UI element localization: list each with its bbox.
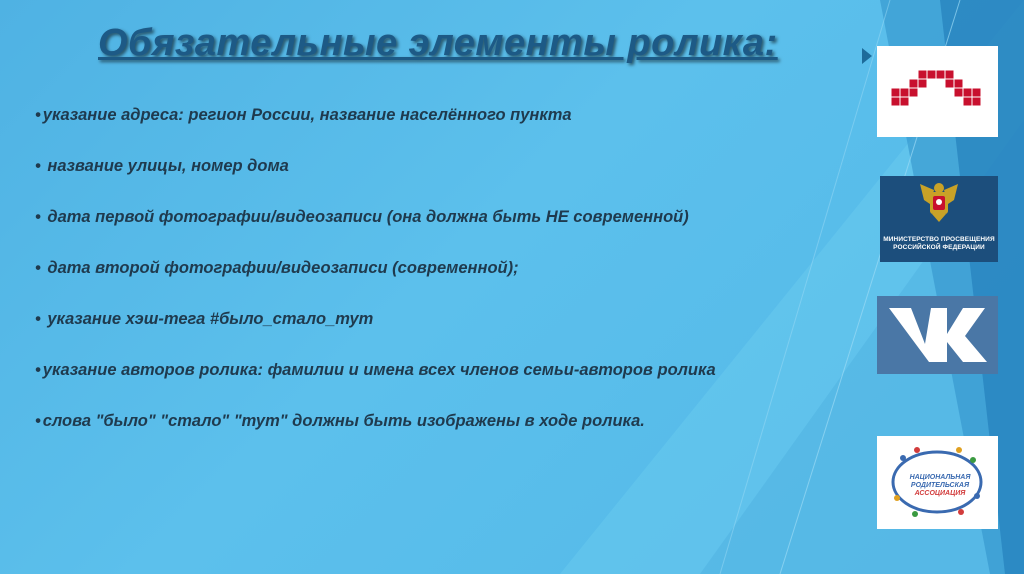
bullet-marker: • — [35, 157, 41, 175]
bullet-marker: • — [35, 106, 41, 124]
vk-logo-icon — [877, 296, 998, 374]
list-item — [35, 410, 825, 461]
bullet-marker: • — [35, 208, 41, 226]
list-item — [35, 104, 825, 155]
list-item — [35, 359, 825, 410]
association-logo-line: АССОЦИАЦИЯ — [914, 490, 966, 497]
ministry-logo-line: МИНИСТЕРСТВО ПРОСВЕЩЕНИЯ — [883, 236, 995, 243]
association-logo-line: НАЦИОНАЛЬНАЯ — [909, 474, 971, 481]
bullet-marker: • — [35, 259, 41, 277]
association-logo-line: РОДИТЕЛЬСКАЯ — [910, 482, 970, 489]
eagle-emblem-icon — [880, 176, 998, 236]
vk-logo — [877, 296, 998, 374]
list-item — [35, 155, 825, 206]
association-logo-text — [907, 474, 973, 498]
list-item-text: название улицы, номер дома — [42, 157, 289, 175]
list-item — [35, 308, 825, 359]
list-item-text: дата первой фотографии/видеозаписи (она должна быть НЕ современной) — [42, 208, 689, 226]
association-logo — [877, 436, 998, 529]
list-item — [35, 257, 825, 308]
requirements-list — [35, 104, 825, 461]
bullet-marker: • — [35, 412, 41, 430]
slide-title: Обязательные элементы ролика: — [98, 22, 778, 64]
list-item-text: указание авторов ролика: фамилии и имена всех членов семьи-авторов ролика — [42, 361, 716, 379]
list-item-text: слова "было" "стало" "тут" должны быть изображены в ходе ролика. — [42, 412, 645, 430]
ministry-logo — [880, 176, 998, 262]
bullet-marker: • — [35, 361, 41, 379]
bullet-marker: • — [35, 310, 41, 328]
bridge-logo-icon — [877, 46, 998, 137]
list-item-text: указание адреса: регион России, название населённого пункта — [42, 106, 572, 124]
ministry-logo-line: РОССИЙСКОЙ ФЕДЕРАЦИИ — [893, 244, 985, 251]
bridge-logo — [877, 46, 998, 137]
list-item — [35, 206, 825, 257]
list-item-text: дата второй фотографии/видеозаписи (современной); — [42, 259, 519, 277]
list-item-text: указание хэш-тега #было_стало_тут — [42, 310, 374, 328]
ministry-logo-text — [880, 236, 998, 252]
